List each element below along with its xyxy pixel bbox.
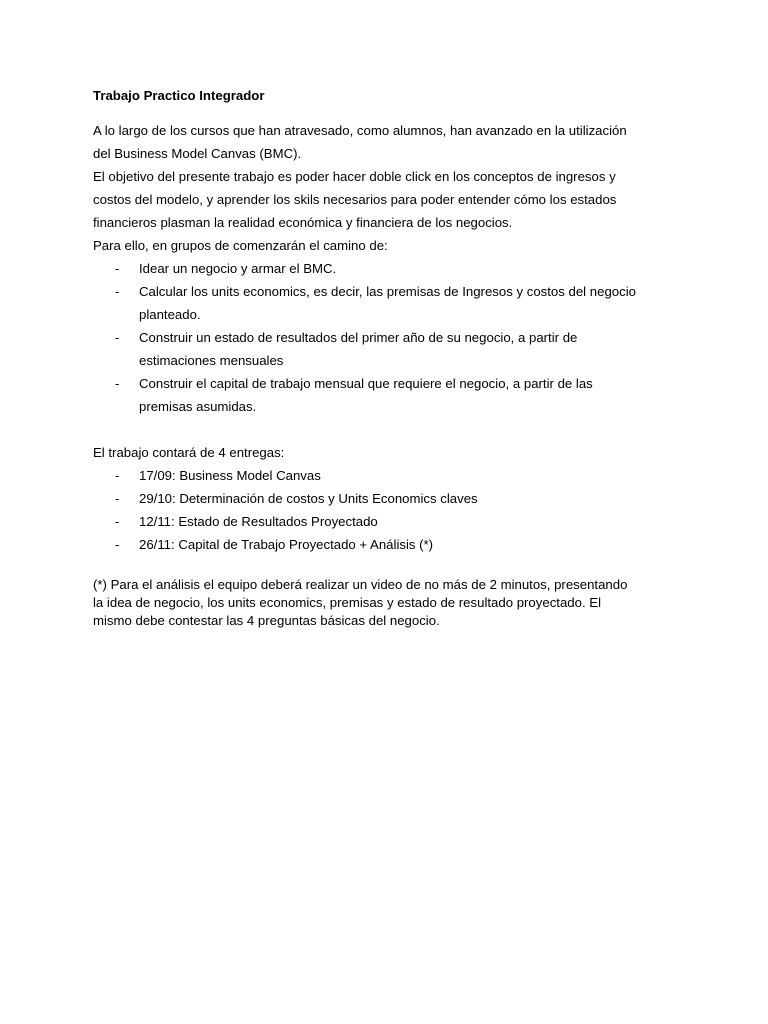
- bullet-dash: -: [115, 514, 120, 529]
- delivery-text: 26/11: Capital de Trabajo Proyectado + Análisis (*): [139, 537, 434, 552]
- objective-text: premisas asumidas.: [139, 399, 257, 414]
- bullet-dash: -: [115, 261, 120, 276]
- footnote-line: la idea de negocio, los units economics, premisas y estado de resultado proyectado. El: [93, 595, 602, 610]
- deliveries-list: [93, 466, 683, 558]
- intro-line: financieros plasman la realidad económica y financiera de los negocios.: [93, 215, 513, 230]
- intro-line: A lo largo de los cursos que han atravesado, como alumnos, han avanzado en la utilización: [93, 123, 627, 138]
- footnote-line: (*) Para el análisis el equipo deberá realizar un video de no más de 2 minutos, presentando: [93, 577, 628, 592]
- objective-text: estimaciones mensuales: [139, 353, 284, 368]
- objective-item: [93, 259, 683, 282]
- objective-item: [93, 374, 683, 420]
- delivery-text: 12/11: Estado de Resultados Proyectado: [139, 514, 378, 529]
- objective-item: [93, 328, 683, 374]
- intro-line: costos del modelo, y aprender los skils necesarios para poder entender cómo los estados: [93, 192, 617, 207]
- intro-line: El objetivo del presente trabajo es poder hacer doble click en los conceptos de ingresos y: [93, 169, 616, 184]
- footnote: [93, 576, 693, 630]
- bullet-dash: -: [115, 376, 120, 391]
- objective-text: Construir el capital de trabajo mensual que requiere el negocio, a partir de las: [139, 376, 593, 391]
- intro-line: del Business Model Canvas (BMC).: [93, 146, 302, 161]
- objective-text: Calcular los units economics, es decir, las premisas de Ingresos y costos del negocio: [139, 284, 636, 299]
- delivery-item: [93, 535, 683, 558]
- document-title: Trabajo Practico Integrador: [93, 88, 265, 103]
- bullet-dash: -: [115, 491, 120, 506]
- intro-section: [93, 121, 683, 420]
- bullet-dash: -: [115, 330, 120, 345]
- delivery-item: [93, 466, 683, 489]
- objectives-list: [93, 259, 683, 420]
- objective-text: planteado.: [139, 307, 201, 322]
- footnote-line: mismo debe contestar las 4 preguntas básicas del negocio.: [93, 613, 440, 628]
- deliveries-intro: El trabajo contará de 4 entregas:: [93, 445, 285, 460]
- objective-text: Idear un negocio y armar el BMC.: [139, 261, 337, 276]
- delivery-text: 17/09: Business Model Canvas: [139, 468, 321, 483]
- delivery-item: [93, 489, 683, 512]
- objective-text: Construir un estado de resultados del primer año de su negocio, a partir de: [139, 330, 578, 345]
- deliveries-section: [93, 443, 683, 558]
- bullet-dash: -: [115, 468, 120, 483]
- bullet-dash: -: [115, 537, 120, 552]
- objective-item: [93, 282, 683, 328]
- intro-line: Para ello, en grupos de comenzarán el camino de:: [93, 238, 388, 253]
- bullet-dash: -: [115, 284, 120, 299]
- delivery-text: 29/10: Determinación de costos y Units Economics claves: [139, 491, 478, 506]
- delivery-item: [93, 512, 683, 535]
